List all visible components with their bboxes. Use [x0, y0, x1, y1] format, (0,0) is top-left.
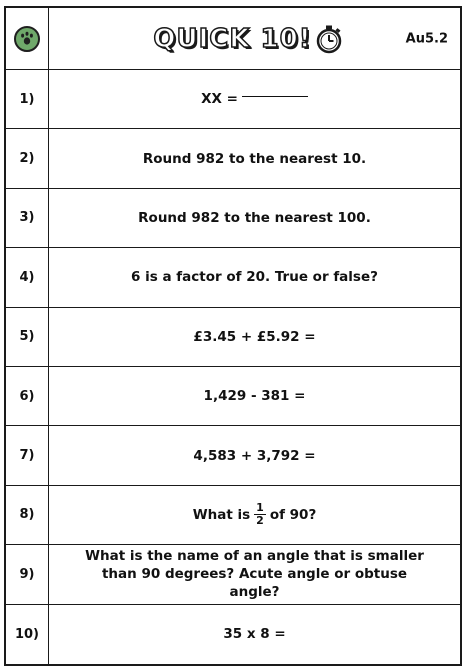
- question-number: 7): [6, 426, 49, 485]
- question-number: 3): [6, 189, 49, 248]
- logo-text: QUICK 10!: [153, 23, 312, 54]
- question-text: [49, 70, 460, 129]
- question-number: 6): [6, 367, 49, 426]
- answer-blank-line: [242, 96, 308, 97]
- question-text: £3.45 + £5.92 =: [49, 308, 460, 367]
- question-suffix: of 90?: [269, 506, 317, 523]
- header-title-cell: [49, 8, 460, 70]
- question-text: 1,429 - 381 =: [49, 367, 460, 426]
- worksheet-code: Au5.2: [405, 31, 448, 46]
- question-number: 5): [6, 308, 49, 367]
- fraction-denominator: 2: [256, 514, 264, 528]
- question-number: 1): [6, 70, 49, 129]
- question-text: Round 982 to the nearest 100.: [49, 189, 460, 248]
- stopwatch-icon: [314, 24, 344, 54]
- question-prefix: What is: [192, 506, 251, 523]
- question-text: [49, 486, 460, 545]
- question-number: 10): [6, 605, 49, 664]
- header-badge-cell: [6, 8, 49, 70]
- question-text-content: XX =: [201, 91, 238, 108]
- dinosaur-footprint-badge-icon: [14, 26, 40, 52]
- question-text: 4,583 + 3,792 =: [49, 426, 460, 485]
- question-text: 35 x 8 =: [223, 626, 286, 643]
- footprint-icon: [19, 31, 35, 47]
- question-number: 4): [6, 248, 49, 307]
- fraction-numerator: 1: [256, 501, 264, 515]
- question-text: What is the name of an angle that is smaller than 90 degrees? Acute angle or obtuse angle?: [49, 545, 460, 604]
- quick-ten-worksheet: [4, 6, 462, 666]
- quick-ten-logo: [153, 24, 343, 54]
- question-number: 8): [6, 486, 49, 545]
- question-text: Round 982 to the nearest 10.: [49, 129, 460, 188]
- question-text: 6 is a factor of 20. True or false?: [49, 248, 460, 307]
- question-number: 9): [6, 545, 49, 604]
- fraction: [254, 502, 266, 527]
- question-number: 2): [6, 129, 49, 188]
